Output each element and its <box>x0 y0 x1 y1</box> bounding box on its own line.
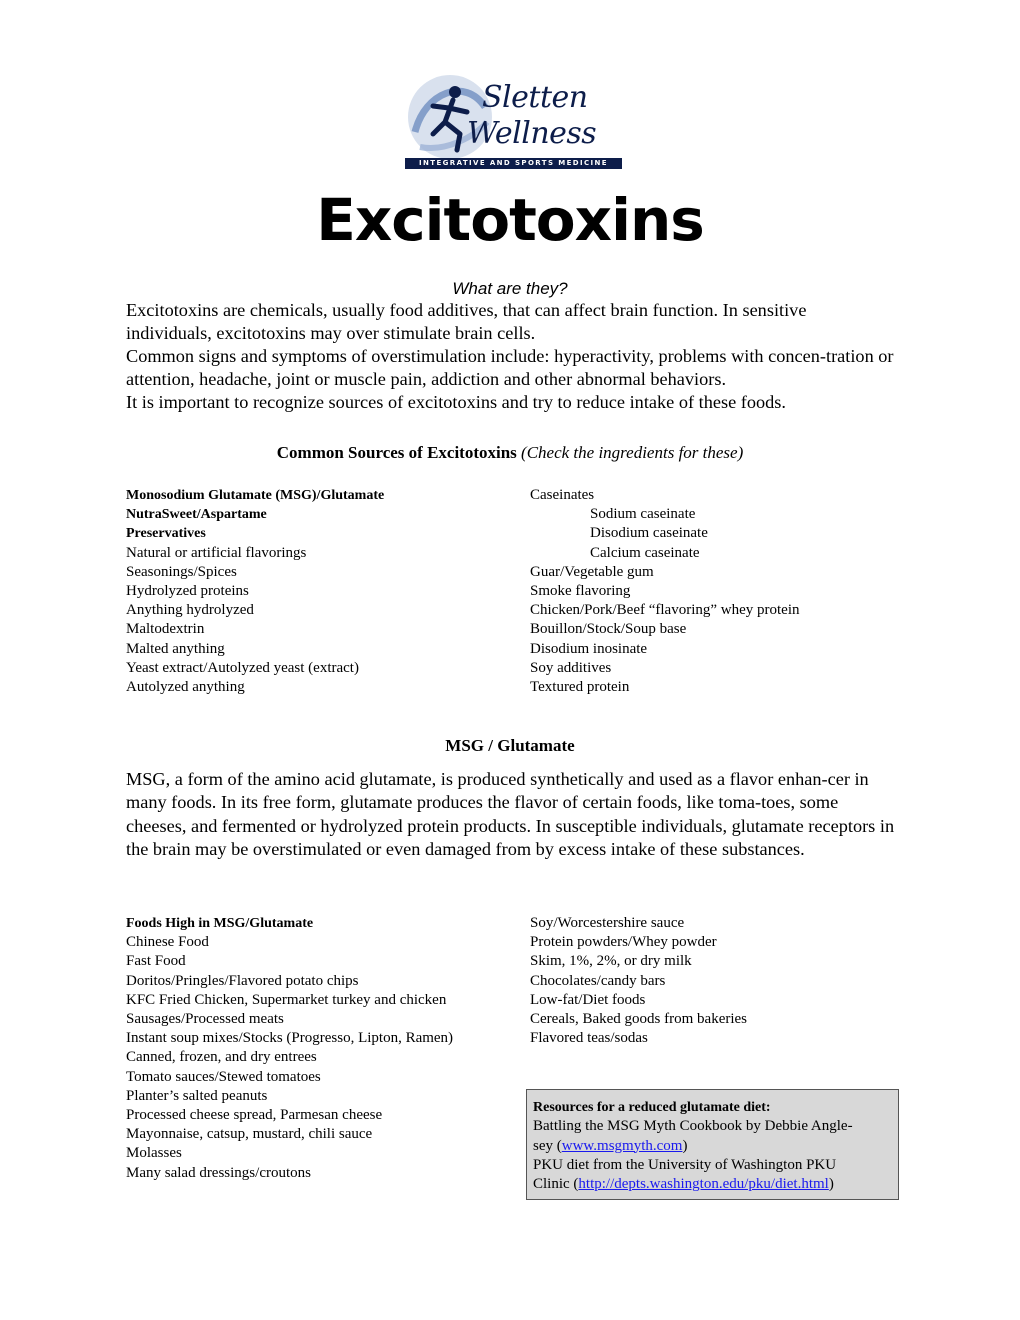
food-list-item: Mayonnaise, catsup, mustard, chili sauce <box>126 1126 373 1143</box>
resource-cookbook-post: ) <box>682 1137 688 1154</box>
food-list-item: Many salad dressings/croutons <box>126 1164 311 1181</box>
intro-paragraph-1: Excitotoxins are chemicals, usually food additives, that can affect brain function. In sensitive individuals, excitotoxins may over stimulate brain cells. <box>126 300 807 343</box>
resource-cookbook: Battling the MSG Myth Cookbook by Debbie Angle- <box>533 1118 853 1135</box>
source-list-item: Maltodextrin <box>126 621 205 638</box>
food-list-item: Doritos/Pringles/Flavored potato chips <box>126 972 359 989</box>
intro-section <box>126 299 896 414</box>
source-list-item: Textured protein <box>530 679 630 696</box>
msg-heading: MSG / Glutamate <box>445 736 575 755</box>
logo-word-sletten: Sletten <box>482 80 588 115</box>
food-list-item: Skim, 1%, 2%, or dry milk <box>530 953 692 970</box>
food-list-item: Chinese Food <box>126 934 209 951</box>
source-list-item: Anything hydrolyzed <box>126 602 254 619</box>
source-list-item: Chicken/Pork/Beef “flavoring” whey protein <box>530 602 800 619</box>
source-list-item: Preservatives <box>126 526 206 542</box>
resource-pku-post: ) <box>828 1176 834 1193</box>
sources-heading <box>0 443 1020 463</box>
food-list-item: Cereals, Baked goods from bakeries <box>530 1011 748 1028</box>
source-list-item: Soy additives <box>530 659 612 676</box>
sources-heading-note: (Check the ingredients for these) <box>521 443 744 462</box>
sources-heading-text: Common Sources of Excitotoxins <box>276 443 517 462</box>
food-list-item: Foods High in MSG/Glutamate <box>126 916 314 931</box>
msgmyth-link[interactable]: www.msgmyth.com <box>561 1137 683 1154</box>
source-list-item: NutraSweet/Aspartame <box>126 507 267 523</box>
source-list-item: Yeast extract/Autolyzed yeast (extract) <box>126 659 359 676</box>
foods-right-list <box>530 914 747 1048</box>
source-list-item: Bouillon/Stock/Soup base <box>530 621 687 638</box>
intro-paragraph-2: Common signs and symptoms of overstimulation include: hyperactivity, problems with concen-tration or attention, headache, joint or muscle pain, addiction and other abnormal behaviors. <box>126 346 894 389</box>
source-list-item: Sodium caseinate <box>590 506 696 523</box>
resource-cookbook-link-line <box>533 1137 898 1156</box>
source-list-item: Calcium caseinate <box>590 544 700 561</box>
food-list-item: Sausages/Processed meats <box>126 1011 284 1028</box>
resources-box <box>526 1089 899 1200</box>
source-list-item: Disodium caseinate <box>590 525 708 542</box>
foods-left-list <box>126 914 453 1183</box>
source-list-item: Disodium inosinate <box>530 640 648 657</box>
source-list-item: Caseinates <box>530 487 595 503</box>
food-list-item: KFC Fried Chicken, Supermarket turkey and chicken <box>126 991 447 1008</box>
logo <box>405 72 622 169</box>
food-list-item: Processed cheese spread, Parmesan cheese <box>126 1107 383 1124</box>
food-list-item: Tomato sauces/Stewed tomatoes <box>126 1068 321 1085</box>
food-list-item: Flavored teas/sodas <box>530 1030 648 1047</box>
food-list-item: Low-fat/Diet foods <box>530 991 646 1008</box>
food-list-item: Protein powders/Whey powder <box>530 934 717 951</box>
sources-right-list <box>530 486 800 697</box>
food-list-item: Molasses <box>126 1145 182 1162</box>
source-list-item: Natural or artificial flavorings <box>126 544 307 561</box>
logo-word-wellness: Wellness <box>467 116 597 151</box>
page-subtitle: What are they? <box>452 279 568 298</box>
source-list-item: Seasonings/Spices <box>126 563 237 580</box>
resources-heading: Resources for a reduced glutamate diet: <box>533 1100 771 1115</box>
food-list-item: Soy/Worcestershire sauce <box>530 915 685 931</box>
logo-tagline: INTEGRATIVE AND SPORTS MEDICINE <box>405 158 622 169</box>
food-list-item: Fast Food <box>126 953 186 970</box>
page-title: Excitotoxins <box>316 186 704 254</box>
source-list-item: Malted anything <box>126 640 225 657</box>
source-list-item: Autolyzed anything <box>126 679 245 696</box>
pku-diet-link[interactable]: http://depts.washington.edu/pku/diet.html <box>578 1176 829 1193</box>
resource-pku-pre: Clinic ( <box>533 1176 579 1193</box>
food-list-item: Canned, frozen, and dry entrees <box>126 1049 317 1066</box>
intro-paragraph-3: It is important to recognize sources of excitotoxins and try to reduce intake of these foods. <box>126 392 786 412</box>
msg-paragraph: MSG, a form of the amino acid glutamate, is produced synthetically and used as a flavor enhan-cer in many foods. In its free form, glutamate produces the flavor of certain foods, like toma-toes, some cheeses, and fermented or hydrolyzed protein products. In susceptible individuals, glutamate receptors in the brain may be overstimulated or even damaged from by excess intake of these substances. <box>126 769 895 860</box>
resource-pku: PKU diet from the University of Washington PKU <box>533 1156 837 1173</box>
source-list-item: Hydrolyzed proteins <box>126 583 249 600</box>
resource-pku-link-line <box>533 1175 898 1194</box>
food-list-item: Planter’s salted peanuts <box>126 1087 268 1104</box>
source-list-item: Guar/Vegetable gum <box>530 563 654 580</box>
resource-cookbook-pre: sey ( <box>533 1137 562 1154</box>
food-list-item: Instant soup mixes/Stocks (Progresso, Lipton, Ramen) <box>126 1030 454 1047</box>
source-list-item: Smoke flavoring <box>530 583 631 600</box>
source-list-item: Monosodium Glutamate (MSG)/Glutamate <box>126 488 385 503</box>
food-list-item: Chocolates/candy bars <box>530 972 666 989</box>
sources-left-list <box>126 486 384 697</box>
